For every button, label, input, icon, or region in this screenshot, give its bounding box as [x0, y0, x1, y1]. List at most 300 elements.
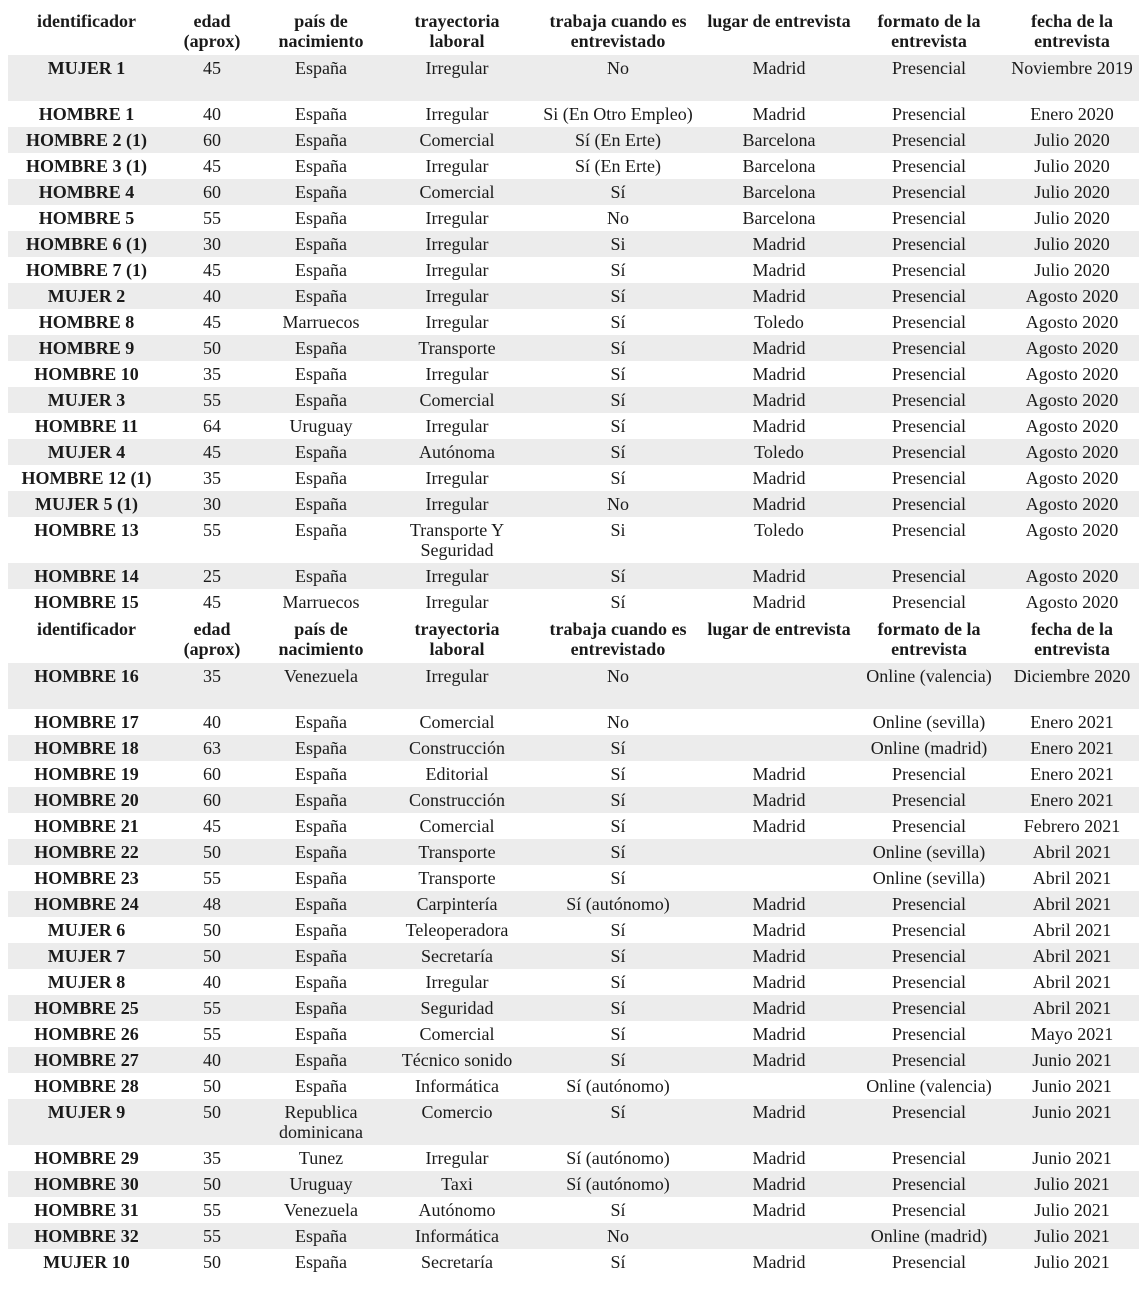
- cell-formato-entrevista: Online (valencia): [866, 1076, 992, 1096]
- cell-fecha-entrevista: Julio 2021: [1005, 1223, 1139, 1249]
- table-row: [8, 663, 1139, 709]
- cell-pais-nacimiento: Venezuela: [259, 663, 383, 709]
- cell-edad: 45: [203, 260, 221, 280]
- cell-identificador: HOMBRE 23: [34, 868, 139, 888]
- cell-trabaja: Sí: [610, 816, 626, 836]
- cell-edad: 50: [165, 1171, 259, 1197]
- cell-lugar-entrevista: [705, 1073, 853, 1099]
- table-row: [8, 1223, 1139, 1249]
- cell-pais-nacimiento: España: [259, 995, 383, 1021]
- cell-trabaja: Sí: [610, 416, 626, 436]
- cell-lugar-entrevista: Madrid: [752, 104, 806, 124]
- cell-lugar-entrevista: Toledo: [754, 520, 804, 540]
- cell-trabaja: Sí: [531, 283, 705, 309]
- cell-pais-nacimiento: Marruecos: [282, 312, 360, 332]
- cell-trabaja: Sí: [610, 364, 626, 384]
- cell-fecha-entrevista: Enero 2021: [1030, 764, 1114, 784]
- cell-pais-nacimiento: España: [295, 468, 347, 488]
- cell-edad: 45: [203, 156, 221, 176]
- cell-fecha-entrevista: Agosto 2020: [1025, 468, 1119, 488]
- table-row: [8, 995, 1139, 1021]
- cell-formato-entrevista: Online (valencia): [853, 663, 1005, 709]
- cell-trabaja: No: [531, 663, 705, 709]
- cell-trabaja: Sí: [531, 563, 705, 589]
- cell-pais-nacimiento: España: [259, 55, 383, 101]
- cell-trayectoria-laboral: Irregular: [425, 260, 489, 280]
- cell-identificador: HOMBRE 31: [34, 1200, 139, 1220]
- cell-formato-entrevista: Presencial: [853, 55, 1005, 101]
- cell-fecha-entrevista: Abril 2021: [1032, 920, 1112, 940]
- cell-trayectoria-laboral: Irregular: [383, 663, 531, 709]
- cell-fecha-entrevista: Agosto 2020: [1005, 491, 1139, 517]
- cell-edad: 55: [203, 868, 221, 888]
- cell-trabaja: Sí: [610, 764, 626, 784]
- cell-lugar-entrevista: [705, 709, 853, 735]
- cell-identificador: MUJER 1: [8, 55, 165, 101]
- cell-edad: 45: [203, 312, 221, 332]
- table-row: [8, 127, 1139, 153]
- cell-edad: 50: [165, 943, 259, 969]
- cell-pais-nacimiento: España: [259, 943, 383, 969]
- column-header-trabaja: trabaja cuando es entrevistado: [549, 11, 687, 51]
- cell-trabaja: Sí: [610, 1252, 626, 1272]
- cell-trayectoria-laboral: Irregular: [425, 592, 489, 612]
- cell-formato-entrevista: Presencial: [853, 439, 1005, 465]
- cell-lugar-entrevista: Madrid: [752, 260, 806, 280]
- cell-trabaja: Sí (autónomo): [566, 1148, 670, 1168]
- cell-trayectoria-laboral: Comercio: [383, 1099, 531, 1145]
- table-row: [8, 1073, 1139, 1099]
- cell-fecha-entrevista: Julio 2020: [1034, 260, 1110, 280]
- cell-pais-nacimiento: España: [295, 156, 347, 176]
- cell-formato-entrevista: Presencial: [892, 1148, 966, 1168]
- cell-edad: 60: [203, 764, 221, 784]
- cell-trayectoria-laboral: Editorial: [425, 764, 489, 784]
- cell-edad: 30: [165, 231, 259, 257]
- table-row: [8, 787, 1139, 813]
- table-row: [8, 735, 1139, 761]
- cell-formato-entrevista: Online (madrid): [853, 1223, 1005, 1249]
- cell-lugar-entrevista: Barcelona: [705, 127, 853, 153]
- cell-formato-entrevista: Presencial: [892, 1024, 966, 1044]
- cell-lugar-entrevista: Madrid: [705, 283, 853, 309]
- cell-formato-entrevista: Presencial: [892, 520, 966, 540]
- cell-identificador: HOMBRE 5: [38, 208, 135, 228]
- cell-fecha-entrevista: Junio 2021: [1005, 1047, 1139, 1073]
- cell-trayectoria-laboral: Construcción: [383, 787, 531, 813]
- cell-identificador: MUJER 5 (1): [8, 491, 165, 517]
- cell-pais-nacimiento: España: [259, 839, 383, 865]
- table-row: [8, 205, 1139, 231]
- cell-trayectoria-laboral: Comercial: [383, 127, 531, 153]
- cell-identificador: HOMBRE 29: [34, 1148, 139, 1168]
- cell-edad: 55: [165, 995, 259, 1021]
- cell-trayectoria-laboral: Irregular: [425, 1148, 489, 1168]
- table-row: [8, 839, 1139, 865]
- cell-formato-entrevista: Presencial: [853, 231, 1005, 257]
- cell-edad: 45: [203, 816, 221, 836]
- cell-pais-nacimiento: España: [295, 868, 347, 888]
- table-row: [8, 465, 1139, 491]
- cell-identificador: HOMBRE 6 (1): [8, 231, 165, 257]
- table-row: [8, 179, 1139, 205]
- cell-formato-entrevista: Online (sevilla): [872, 712, 986, 732]
- cell-identificador: HOMBRE 27: [8, 1047, 165, 1073]
- cell-fecha-entrevista: Agosto 2020: [1025, 364, 1119, 384]
- cell-fecha-entrevista: Julio 2020: [1005, 179, 1139, 205]
- cell-trabaja: No: [531, 55, 705, 101]
- cell-fecha-entrevista: Agosto 2020: [1005, 439, 1139, 465]
- cell-trabaja: Sí: [531, 1047, 705, 1073]
- cell-formato-entrevista: Presencial: [892, 260, 966, 280]
- cell-pais-nacimiento: España: [295, 208, 347, 228]
- cell-fecha-entrevista: Junio 2021: [1032, 1076, 1112, 1096]
- interviewees-table: [8, 8, 1139, 1275]
- cell-fecha-entrevista: Julio 2020: [1005, 127, 1139, 153]
- cell-formato-entrevista: Presencial: [892, 104, 966, 124]
- cell-identificador: HOMBRE 14: [8, 563, 165, 589]
- cell-lugar-entrevista: Madrid: [705, 1171, 853, 1197]
- table-row: [8, 969, 1139, 995]
- table-row: [8, 865, 1139, 891]
- cell-trabaja: Sí (autónomo): [531, 1171, 705, 1197]
- cell-fecha-entrevista: Noviembre 2019: [1005, 55, 1139, 101]
- cell-trayectoria-laboral: Irregular: [425, 364, 489, 384]
- cell-formato-entrevista: Presencial: [853, 995, 1005, 1021]
- cell-lugar-entrevista: Madrid: [705, 55, 853, 101]
- cell-trayectoria-laboral: Carpintería: [383, 891, 531, 917]
- cell-identificador: MUJER 3: [8, 387, 165, 413]
- cell-identificador: MUJER 9: [8, 1099, 165, 1145]
- cell-pais-nacimiento: España: [295, 520, 347, 540]
- cell-edad: 35: [203, 364, 221, 384]
- table-row: [8, 1021, 1139, 1047]
- table-row: [8, 439, 1139, 465]
- cell-edad: 30: [165, 491, 259, 517]
- cell-trabaja: No: [531, 1223, 705, 1249]
- table-row: [8, 101, 1139, 127]
- table-row: [8, 589, 1139, 615]
- cell-edad: 25: [165, 563, 259, 589]
- cell-lugar-entrevista: Madrid: [705, 995, 853, 1021]
- table-row: [8, 335, 1139, 361]
- cell-lugar-entrevista: Madrid: [752, 1252, 806, 1272]
- cell-pais-nacimiento: Uruguay: [289, 416, 353, 436]
- cell-fecha-entrevista: Febrero 2021: [1023, 816, 1121, 836]
- cell-trabaja: Sí: [610, 920, 626, 940]
- cell-lugar-entrevista: Barcelona: [742, 156, 816, 176]
- cell-pais-nacimiento: España: [259, 439, 383, 465]
- cell-identificador: HOMBRE 22: [8, 839, 165, 865]
- cell-fecha-entrevista: Julio 2020: [1034, 156, 1110, 176]
- cell-trayectoria-laboral: Taxi: [383, 1171, 531, 1197]
- cell-fecha-entrevista: Junio 2021: [1032, 1148, 1112, 1168]
- cell-formato-entrevista: Presencial: [853, 563, 1005, 589]
- cell-fecha-entrevista: Mayo 2021: [1030, 1024, 1114, 1044]
- cell-formato-entrevista: Presencial: [853, 283, 1005, 309]
- cell-lugar-entrevista: Madrid: [705, 891, 853, 917]
- cell-trayectoria-laboral: Comercial: [383, 179, 531, 205]
- cell-edad: 55: [165, 387, 259, 413]
- cell-identificador: HOMBRE 20: [8, 787, 165, 813]
- cell-lugar-entrevista: Madrid: [752, 816, 806, 836]
- cell-trayectoria-laboral: Informática: [383, 1223, 531, 1249]
- cell-identificador: MUJER 2: [8, 283, 165, 309]
- table-row: [8, 761, 1139, 787]
- cell-edad: 55: [203, 1200, 221, 1220]
- cell-formato-entrevista: Online (sevilla): [853, 839, 1005, 865]
- cell-pais-nacimiento: España: [259, 1047, 383, 1073]
- cell-lugar-entrevista: Madrid: [752, 1200, 806, 1220]
- cell-edad: 60: [165, 127, 259, 153]
- cell-identificador: HOMBRE 26: [34, 1024, 139, 1044]
- cell-identificador: HOMBRE 11: [34, 416, 139, 436]
- table-row: [8, 257, 1139, 283]
- cell-trabaja: Si (En Otro Empleo): [543, 104, 693, 124]
- table-row: [8, 1197, 1139, 1223]
- cell-trabaja: Sí (En Erte): [531, 127, 705, 153]
- cell-lugar-entrevista: Madrid: [705, 1099, 853, 1145]
- cell-lugar-entrevista: [705, 865, 853, 891]
- cell-lugar-entrevista: Barcelona: [742, 208, 816, 228]
- cell-lugar-entrevista: Madrid: [752, 764, 806, 784]
- cell-trayectoria-laboral: Técnico sonido: [383, 1047, 531, 1073]
- table-row: [8, 917, 1139, 943]
- cell-identificador: HOMBRE 28: [34, 1076, 139, 1096]
- table-row: [8, 387, 1139, 413]
- cell-fecha-entrevista: Agosto 2020: [1005, 387, 1139, 413]
- table-row: [8, 413, 1139, 439]
- cell-trayectoria-laboral: Transporte Y Seguridad: [409, 520, 505, 560]
- cell-identificador: HOMBRE 24: [8, 891, 165, 917]
- cell-pais-nacimiento: España: [295, 104, 347, 124]
- cell-lugar-entrevista: Madrid: [705, 335, 853, 361]
- cell-formato-entrevista: Presencial: [853, 491, 1005, 517]
- cell-trabaja: Sí: [531, 179, 705, 205]
- cell-lugar-entrevista: Madrid: [705, 943, 853, 969]
- cell-pais-nacimiento: España: [259, 735, 383, 761]
- cell-identificador: HOMBRE 7 (1): [26, 260, 147, 280]
- cell-lugar-entrevista: Madrid: [705, 491, 853, 517]
- cell-formato-entrevista: Presencial: [892, 1200, 966, 1220]
- cell-formato-entrevista: Presencial: [892, 592, 966, 612]
- cell-fecha-entrevista: Abril 2021: [1005, 995, 1139, 1021]
- cell-trayectoria-laboral: Irregular: [425, 416, 489, 436]
- table-row: [8, 361, 1139, 387]
- cell-edad: 55: [203, 208, 221, 228]
- cell-pais-nacimiento: España: [259, 335, 383, 361]
- cell-lugar-entrevista: Madrid: [705, 231, 853, 257]
- cell-edad: 35: [203, 1148, 221, 1168]
- cell-trayectoria-laboral: Transporte: [383, 839, 531, 865]
- cell-edad: 48: [165, 891, 259, 917]
- cell-identificador: MUJER 7: [8, 943, 165, 969]
- cell-identificador: MUJER 4: [8, 439, 165, 465]
- cell-lugar-entrevista: [705, 735, 853, 761]
- cell-trabaja: Sí (autónomo): [531, 891, 705, 917]
- cell-fecha-entrevista: Agosto 2020: [1005, 563, 1139, 589]
- cell-edad: 50: [165, 335, 259, 361]
- cell-identificador: HOMBRE 10: [34, 364, 139, 384]
- cell-trayectoria-laboral: Comercial: [419, 1024, 495, 1044]
- cell-trayectoria-laboral: Secretaría: [383, 943, 531, 969]
- cell-trayectoria-laboral: Irregular: [383, 55, 531, 101]
- cell-lugar-entrevista: Madrid: [705, 563, 853, 589]
- cell-trabaja: Sí: [531, 735, 705, 761]
- cell-identificador: MUJER 10: [43, 1252, 130, 1272]
- cell-trayectoria-laboral: Irregular: [425, 312, 489, 332]
- cell-lugar-entrevista: Madrid: [705, 387, 853, 413]
- cell-edad: 40: [203, 972, 221, 992]
- cell-lugar-entrevista: Madrid: [752, 920, 806, 940]
- cell-pais-nacimiento: España: [259, 1223, 383, 1249]
- column-header-fecha-entrevista: fecha de la entrevista: [1031, 619, 1113, 659]
- cell-trayectoria-laboral: Transporte: [383, 335, 531, 361]
- cell-formato-entrevista: Presencial: [892, 816, 966, 836]
- cell-lugar-entrevista: Madrid: [752, 972, 806, 992]
- table-row: [8, 231, 1139, 257]
- cell-trayectoria-laboral: Irregular: [425, 972, 489, 992]
- cell-lugar-entrevista: Toledo: [705, 439, 853, 465]
- cell-fecha-entrevista: Agosto 2020: [1005, 335, 1139, 361]
- table-row: [8, 813, 1139, 839]
- cell-edad: 60: [165, 179, 259, 205]
- cell-trabaja: Sí: [531, 1099, 705, 1145]
- cell-identificador: HOMBRE 16: [8, 663, 165, 709]
- cell-trabaja: Sí: [610, 468, 626, 488]
- cell-identificador: HOMBRE 4: [8, 179, 165, 205]
- cell-edad: 55: [203, 520, 221, 540]
- cell-identificador: HOMBRE 15: [34, 592, 139, 612]
- cell-pais-nacimiento: Marruecos: [282, 592, 360, 612]
- column-header-lugar-entrevista: lugar de entrevista: [707, 11, 851, 31]
- cell-trabaja: Sí: [610, 1024, 626, 1044]
- cell-trabaja: Sí: [531, 787, 705, 813]
- column-header-pais-nacimiento: país de nacimiento: [278, 11, 364, 51]
- cell-trabaja: Sí: [531, 839, 705, 865]
- cell-trayectoria-laboral: Comercial: [383, 387, 531, 413]
- table-row: [8, 1099, 1139, 1145]
- column-header-formato-entrevista: formato de la entrevista: [877, 619, 981, 659]
- cell-fecha-entrevista: Diciembre 2020: [1005, 663, 1139, 709]
- cell-fecha-entrevista: Abril 2021: [1032, 972, 1112, 992]
- cell-formato-entrevista: Online (sevilla): [872, 868, 986, 888]
- cell-lugar-entrevista: Madrid: [752, 468, 806, 488]
- cell-fecha-entrevista: Agosto 2020: [1025, 416, 1119, 436]
- header-row: [8, 8, 1139, 55]
- cell-identificador: HOMBRE 30: [8, 1171, 165, 1197]
- cell-lugar-entrevista: Madrid: [752, 1148, 806, 1168]
- cell-pais-nacimiento: Uruguay: [259, 1171, 383, 1197]
- cell-pais-nacimiento: España: [295, 1076, 347, 1096]
- cell-formato-entrevista: Presencial: [853, 335, 1005, 361]
- cell-trabaja: Sí: [531, 995, 705, 1021]
- cell-trayectoria-laboral: Irregular: [425, 156, 489, 176]
- cell-trayectoria-laboral: Autónoma: [383, 439, 531, 465]
- cell-trabaja: No: [607, 208, 629, 228]
- cell-trayectoria-laboral: Informática: [415, 1076, 499, 1096]
- column-header-trabaja: trabaja cuando es entrevistado: [549, 619, 687, 659]
- cell-pais-nacimiento: España: [259, 179, 383, 205]
- cell-identificador: MUJER 6: [47, 920, 126, 940]
- column-header-lugar-entrevista: lugar de entrevista: [707, 619, 851, 639]
- cell-pais-nacimiento: España: [259, 387, 383, 413]
- cell-identificador: HOMBRE 2 (1): [8, 127, 165, 153]
- cell-pais-nacimiento: Republica dominicana: [259, 1099, 383, 1145]
- cell-identificador: HOMBRE 13: [34, 520, 139, 540]
- cell-formato-entrevista: Presencial: [853, 179, 1005, 205]
- cell-pais-nacimiento: España: [295, 712, 347, 732]
- cell-fecha-entrevista: Enero 2020: [1030, 104, 1114, 124]
- cell-pais-nacimiento: España: [259, 127, 383, 153]
- cell-trayectoria-laboral: Irregular: [425, 208, 489, 228]
- cell-trabaja: Sí: [531, 387, 705, 413]
- cell-edad: 55: [203, 1024, 221, 1044]
- cell-trayectoria-laboral: Autónomo: [418, 1200, 496, 1220]
- cell-fecha-entrevista: Julio 2021: [1034, 1200, 1110, 1220]
- cell-edad: 50: [165, 1099, 259, 1145]
- cell-lugar-entrevista: Madrid: [752, 364, 806, 384]
- table-row: [8, 283, 1139, 309]
- cell-pais-nacimiento: España: [295, 816, 347, 836]
- cell-pais-nacimiento: Tunez: [298, 1148, 344, 1168]
- cell-pais-nacimiento: España: [259, 787, 383, 813]
- cell-edad: 64: [203, 416, 221, 436]
- cell-formato-entrevista: Presencial: [892, 1252, 966, 1272]
- cell-edad: 55: [165, 1223, 259, 1249]
- table-row: [8, 491, 1139, 517]
- cell-trabaja: Sí: [610, 972, 626, 992]
- table-row: [8, 1145, 1139, 1171]
- cell-trabaja: Sí: [610, 260, 626, 280]
- cell-formato-entrevista: Presencial: [892, 764, 966, 784]
- cell-formato-entrevista: Presencial: [892, 208, 966, 228]
- cell-formato-entrevista: Presencial: [892, 416, 966, 436]
- table-row: [8, 709, 1139, 735]
- table-row: [8, 1249, 1139, 1275]
- cell-lugar-entrevista: [705, 1223, 853, 1249]
- cell-fecha-entrevista: Julio 2020: [1005, 231, 1139, 257]
- cell-trayectoria-laboral: Irregular: [425, 468, 489, 488]
- cell-trabaja: Sí: [531, 335, 705, 361]
- column-header-trayectoria-laboral: trayectoria laboral: [414, 619, 500, 659]
- cell-fecha-entrevista: Abril 2021: [1005, 839, 1139, 865]
- table-body: [8, 8, 1139, 1275]
- cell-pais-nacimiento: España: [295, 260, 347, 280]
- cell-edad: 40: [203, 104, 221, 124]
- cell-trabaja: Si: [531, 231, 705, 257]
- cell-trayectoria-laboral: Irregular: [425, 104, 489, 124]
- cell-trabaja: Sí: [610, 312, 626, 332]
- cell-edad: 63: [165, 735, 259, 761]
- cell-identificador: HOMBRE 18: [8, 735, 165, 761]
- column-header-formato-entrevista: formato de la entrevista: [877, 11, 981, 51]
- cell-lugar-entrevista: [705, 839, 853, 865]
- cell-pais-nacimiento: España: [295, 1252, 347, 1272]
- cell-pais-nacimiento: España: [259, 563, 383, 589]
- column-header-fecha-entrevista: fecha de la entrevista: [1031, 11, 1113, 51]
- cell-edad: 35: [165, 663, 259, 709]
- cell-trayectoria-laboral: Transporte: [418, 868, 496, 888]
- cell-edad: 45: [203, 592, 221, 612]
- cell-identificador: HOMBRE 12 (1): [21, 468, 152, 488]
- cell-formato-entrevista: Presencial: [892, 156, 966, 176]
- table-row: [8, 517, 1139, 563]
- cell-lugar-entrevista: Barcelona: [705, 179, 853, 205]
- cell-lugar-entrevista: Madrid: [705, 1047, 853, 1073]
- column-header-identificador: identificador: [37, 619, 136, 639]
- cell-lugar-entrevista: Madrid: [752, 416, 806, 436]
